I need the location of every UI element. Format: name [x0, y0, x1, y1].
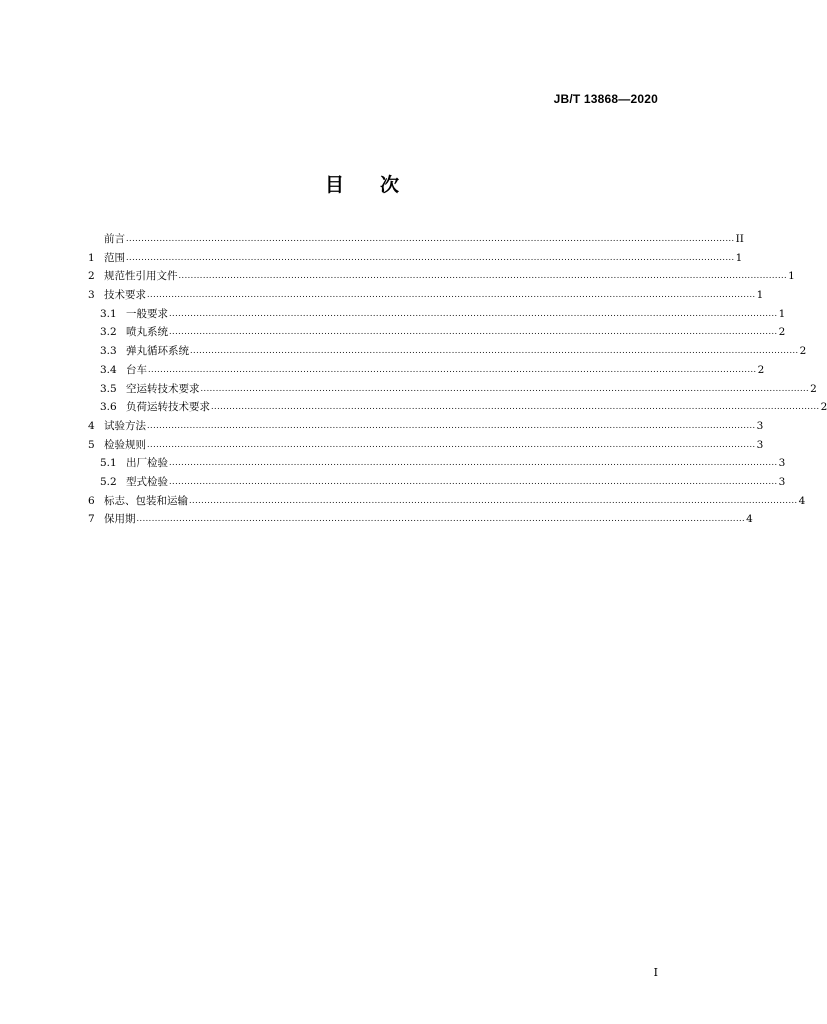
title-char-2: 次 — [380, 174, 400, 196]
toc-subentry[interactable] — [88, 380, 817, 399]
toc-entry-number: 5 — [88, 438, 95, 451]
toc-entry-label: 保用期 — [104, 513, 136, 526]
toc-subentry[interactable] — [88, 398, 827, 417]
toc-entry-page: 3 — [778, 457, 786, 470]
toc-subentry[interactable] — [88, 323, 786, 342]
toc-entry-page: 2 — [820, 401, 827, 414]
toc-entry[interactable] — [88, 230, 744, 249]
dot-leader: ........................................................................................................................................................................................................ — [211, 402, 820, 412]
toc-entry-label: 标志、包装和运输 — [104, 494, 188, 507]
toc-entry-label: 一般要求 — [126, 307, 168, 320]
toc-entry[interactable] — [88, 267, 795, 286]
toc-entry[interactable] — [88, 436, 764, 455]
toc-entry[interactable] — [88, 510, 753, 529]
dot-leader: ........................................................................................................................................................................................................ — [169, 308, 778, 318]
dot-leader: ........................................................................................................................................................................................................ — [169, 458, 778, 468]
toc-entry[interactable] — [88, 286, 764, 305]
toc-entry-label: 技术要求 — [104, 289, 146, 302]
toc-entry-label: 喷丸系统 — [126, 326, 168, 339]
toc-entry-label: 范围 — [104, 251, 125, 264]
toc-subentry[interactable] — [88, 473, 786, 492]
toc-entry-page: 2 — [757, 363, 765, 376]
dot-leader: ........................................................................................................................................................................................................ — [189, 495, 798, 505]
dot-leader: ........................................................................................................................................................................................................ — [126, 234, 735, 243]
toc-entry-page: 3 — [778, 475, 786, 488]
toc-entry-number: 3.6 — [100, 401, 117, 414]
toc-subentry[interactable] — [88, 342, 807, 361]
toc-entry-number: 3.5 — [100, 382, 117, 395]
toc-entry[interactable] — [88, 492, 806, 511]
dot-leader: ........................................................................................................................................................................................................ — [190, 346, 799, 356]
toc-entry-number: 3.3 — [100, 345, 117, 358]
toc-entry[interactable] — [88, 249, 743, 268]
toc-entry-page: 3 — [756, 438, 764, 451]
dot-leader: ........................................................................................................................................................................................................ — [169, 327, 778, 337]
dot-leader: ........................................................................................................................................................................................................ — [169, 476, 778, 486]
toc-entry-number: 3.1 — [100, 307, 117, 320]
toc-entry-label: 检验规则 — [104, 438, 146, 451]
toc-entry-label: 负荷运转技术要求 — [126, 401, 210, 414]
toc-subentry[interactable] — [88, 361, 765, 380]
dot-leader: ........................................................................................................................................................................................................ — [136, 514, 746, 524]
toc-entry-page: 4 — [798, 494, 806, 507]
toc-entry-label: 出厂检验 — [126, 457, 168, 470]
toc-entry-number: 1 — [88, 251, 95, 264]
toc-entry-page: 1 — [788, 270, 795, 283]
toc-entry-number: 5.1 — [100, 457, 117, 470]
toc-entry-label: 前言 — [104, 233, 125, 245]
toc-subentry[interactable] — [88, 305, 786, 324]
toc-entry-page: 2 — [799, 345, 807, 358]
toc-entry-number: 2 — [88, 270, 95, 283]
dot-leader: ........................................................................................................................................................................................................ — [147, 420, 756, 430]
dot-leader: ........................................................................................................................................................................................................ — [178, 271, 788, 281]
toc-entry-label: 弹丸循环系统 — [126, 345, 189, 358]
toc-entry-number: 3.4 — [100, 363, 117, 376]
dot-leader: ........................................................................................................................................................................................................ — [148, 364, 757, 374]
toc-entry-page: 1 — [756, 289, 764, 302]
page-number: I — [653, 966, 658, 979]
toc-entry-label: 型式检验 — [126, 475, 168, 488]
toc-entry-page: 1 — [778, 307, 786, 320]
toc-entry-number: 6 — [88, 494, 95, 507]
toc-entry-page: 3 — [756, 419, 764, 432]
document-code: JB/T 13868—2020 — [553, 92, 658, 106]
page-title — [0, 170, 724, 197]
table-of-contents — [88, 230, 827, 529]
dot-leader: ........................................................................................................................................................................................................ — [147, 290, 756, 300]
dot-leader: ........................................................................................................................................................................................................ — [147, 439, 756, 449]
title-char-1: 目 — [324, 174, 344, 196]
toc-entry-page: 2 — [810, 382, 817, 395]
dot-leader: ........................................................................................................................................................................................................ — [200, 383, 810, 393]
toc-entry-page: 2 — [778, 326, 786, 339]
toc-entry-page: 1 — [735, 251, 743, 264]
toc-entry-number: 5.2 — [100, 475, 117, 488]
toc-entry-label: 试验方法 — [104, 419, 146, 432]
toc-entry-number: 3 — [88, 289, 95, 302]
toc-entry-number: 7 — [88, 513, 95, 526]
toc-entry-label: 台车 — [126, 363, 147, 376]
toc-entry-label: 空运转技术要求 — [126, 382, 200, 395]
toc-subentry[interactable] — [88, 454, 786, 473]
toc-entry[interactable] — [88, 417, 764, 436]
dot-leader: ........................................................................................................................................................................................................ — [126, 252, 735, 262]
toc-entry-number: 3.2 — [100, 326, 117, 339]
toc-entry-number: 4 — [88, 419, 95, 432]
toc-entry-page: 4 — [746, 513, 753, 526]
toc-entry-page: II — [735, 233, 744, 245]
toc-entry-label: 规范性引用文件 — [104, 270, 178, 283]
